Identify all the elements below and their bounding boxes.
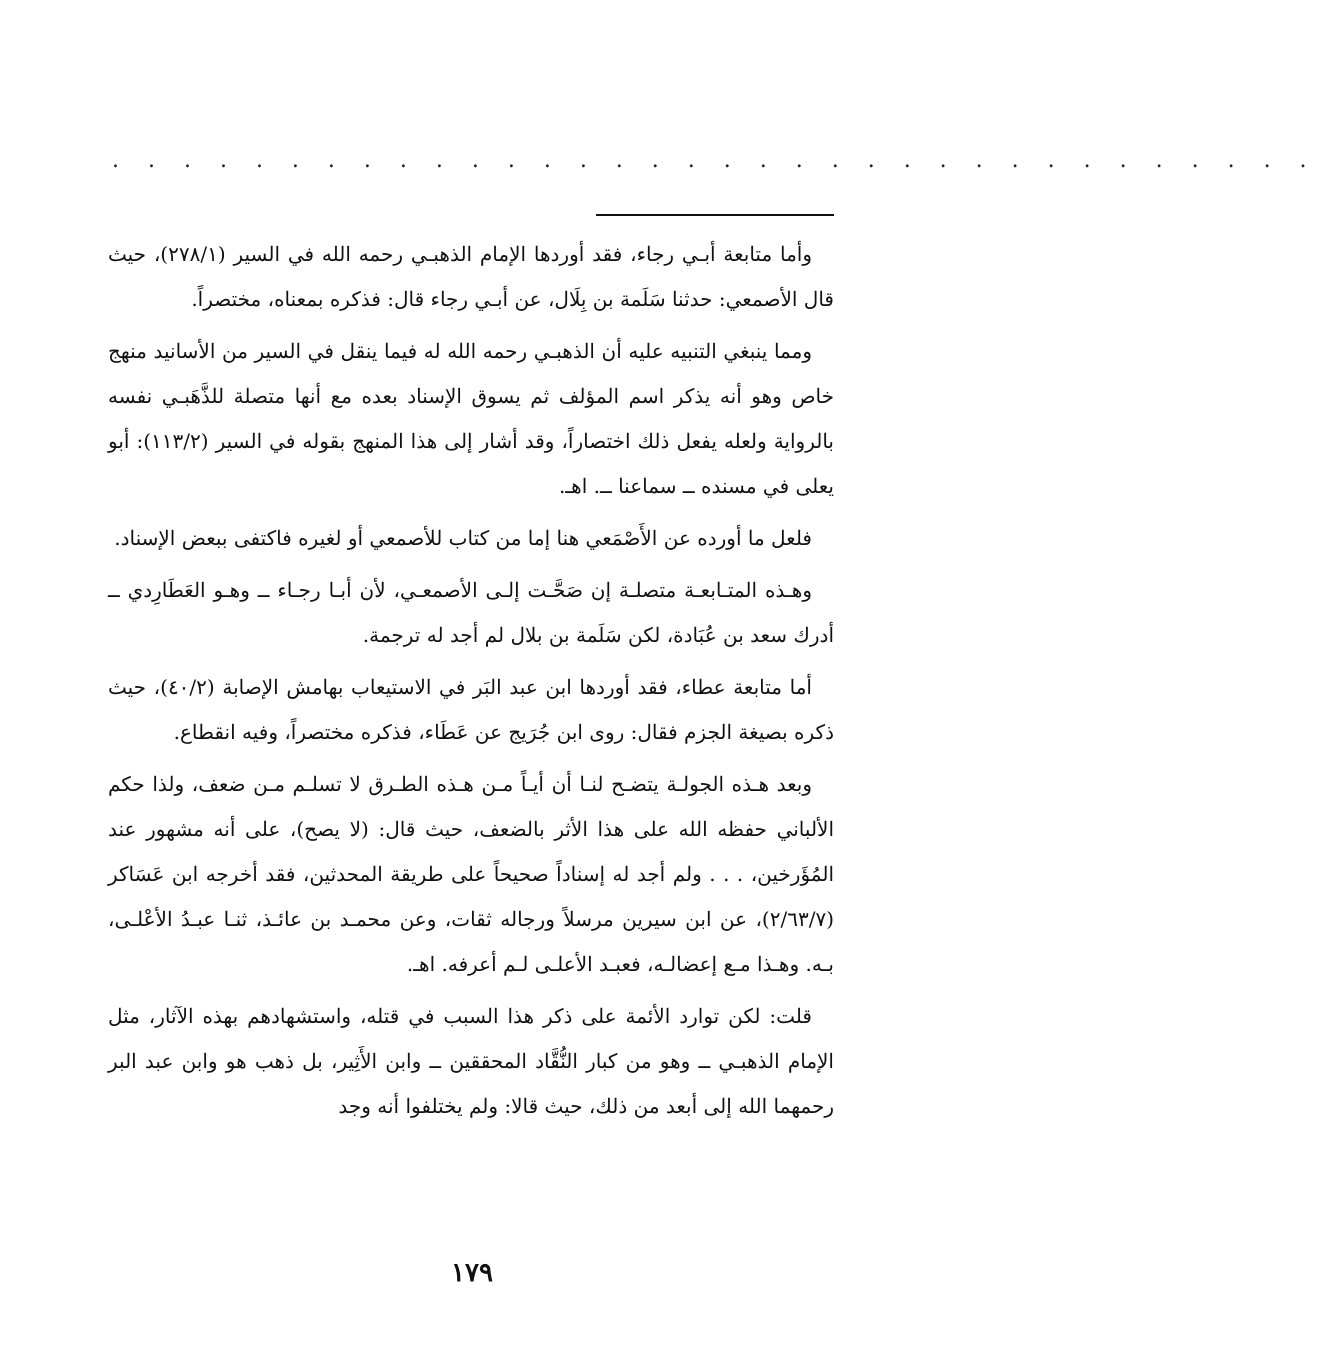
- page-number: ١٧٩: [451, 1258, 493, 1288]
- paragraph: أما متابعة عطاء، فقد أوردها ابن عبد البَر في الاستيعاب بهامش الإصابة (٤٠/٢)، حيث ذكره بصيغة الجزم فقال: روى ابن جُرَيج عن عَطَاء، فذكره مختصراً، وفيه انقطاع.: [108, 675, 834, 744]
- paragraph: فلعل ما أورده عن الأَصْمَعي هنا إما من كتاب للأصمعي أو لغيره فاكتفى ببعض الإسناد.: [114, 526, 812, 550]
- page-body: [108, 232, 834, 1136]
- paragraph: وبعد هـذه الجولـة يتضـح لنـا أن أيـاً مـن هـذه الطـرق لا تسلـم مـن ضعف، ولذا حكم الألباني حفظه الله على هذا الأثر بالضعف، حيث قال: (لا يصح)، على أنه مشهور عند المُؤَرخين، . . . ولم أجد له إسناداً صحيحاً على طريقة المحدثين، فقد أخرجه ابن عَسَاكر (٢/٦٣/٧)، عن ابن سيرين مرسلاً ورجاله ثقات، وعن محمـد بن عائـذ، ثنـا عبـدُ الأعْلـى، بـه. وهـذا مـع إعضالـه، فعبـد الأعلـى لـم أعرفه. اهـ.: [108, 772, 834, 976]
- dotted-separator: . . . . . . . . . . . . . . . . . . . . . . . . . . . . . . . . . .: [112, 148, 1318, 173]
- paragraph: ومما ينبغي التنبيه عليه أن الذهبـي رحمه الله له فيما ينقل في السير من الأسانيد منهج خاص وهو أنه يذكر اسم المؤلف ثم يسوق الإسناد بعده مع أنها متصلة للذَّهَبـي نفسه بالرواية ولعله يفعل ذلك اختصاراً، وقد أشار إلى هذا المنهج بقوله في السير (١١٣/٢): أبو يعلى في مسنده ــ سماعنا ــ. اهـ.: [108, 339, 835, 498]
- footnote-rule: [596, 214, 834, 216]
- paragraph: وأما متابعة أبـي رجاء، فقد أوردها الإمام الذهبـي رحمه الله في السير (٢٧٨/١)، حيث قال الأصمعي: حدثنا سَلَمة بن بِلَال، عن أبـي رجاء قال: فذكره بمعناه، مختصراً.: [108, 242, 834, 311]
- paragraph: وهـذه المتـابعـة متصلـة إن صَحَّـت إلـى الأصمعـي، لأن أبـا رجـاء ــ وهـو العَطَارِدي ــ أدرك سعد بن عُبَادة، لكن سَلَمة بن بلال لم أجد له ترجمة.: [108, 578, 834, 647]
- paragraph: قلت: لكن توارد الأئمة على ذكر هذا السبب في قتله، واستشهادهم بهذه الآثار، مثل الإمام الذهبـي ــ وهو من كبار النُّقَّاد المحققين ــ وابن الأَثِير، بل ذهب هو وابن عبد البر رحمهما الله إلى أبعد من ذلك، حيث قالا: ولم يختلفوا أنه وجد: [108, 1004, 834, 1118]
